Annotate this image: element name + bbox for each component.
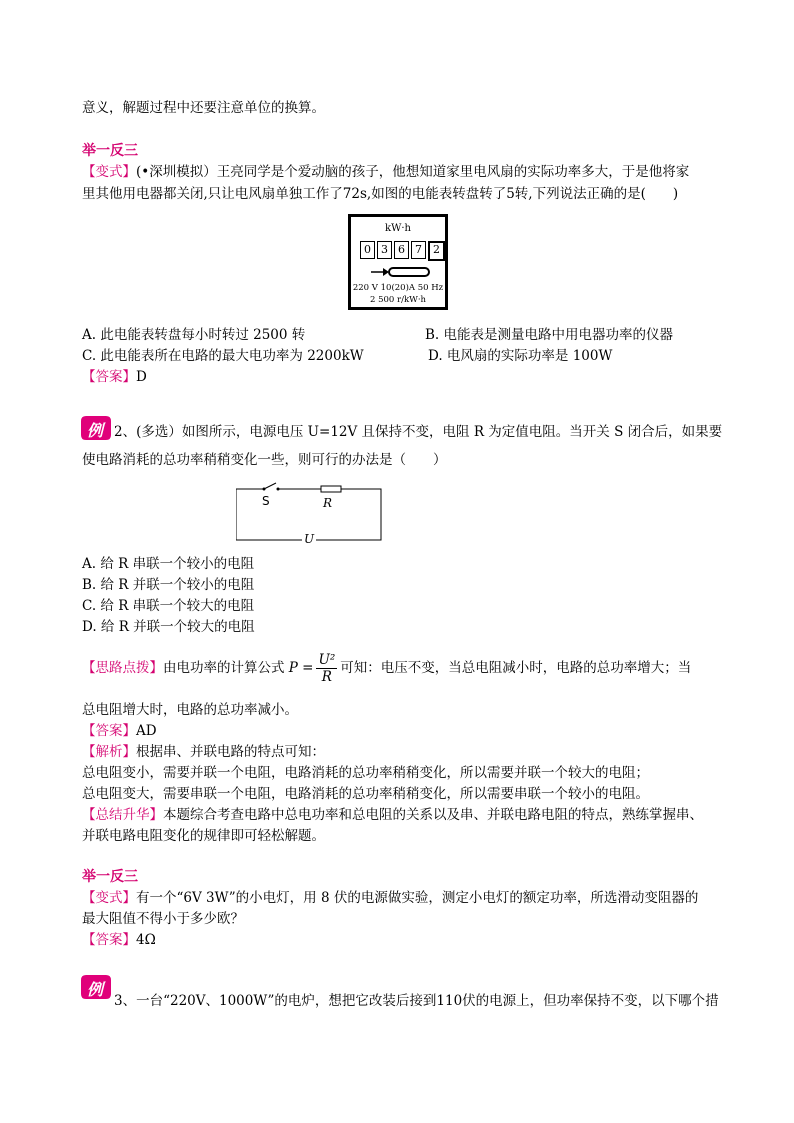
- answer-tag: 【答案】: [82, 932, 136, 948]
- badge-label: 例: [87, 980, 104, 999]
- continuation-text: 意义，解题过程中还要注意单位的换算。: [82, 100, 325, 116]
- summary-tag: 【总结升华】: [82, 807, 163, 823]
- analysis-line: 总电阻变大，需要串联一个电阻，电路消耗的总功率稍稍变化，所以需要串联一个较小的电阻。: [82, 786, 649, 802]
- answer-value: D: [136, 369, 147, 385]
- question-line: 使电路消耗的总功率稍稍变化一些，则可行的办法是（ ）: [82, 452, 447, 468]
- variant-tag: 【变式】: [82, 890, 136, 906]
- option-b: B. 电能表是测量电路中用电器功率的仪器: [425, 327, 674, 343]
- answer-line: [82, 368, 147, 386]
- section-heading: 举一反三: [82, 143, 138, 159]
- meter-digit: 3: [377, 241, 392, 259]
- formula-numerator: U²: [318, 652, 336, 668]
- option-c: C. 给 R 串联一个较大的电阻: [82, 598, 255, 614]
- meter-unit: kW·h: [385, 223, 411, 234]
- meter-digit: 2: [428, 241, 445, 261]
- answer-value: 4Ω: [136, 932, 156, 948]
- answer-tag: 【答案】: [82, 369, 136, 385]
- analysis-text: 根据串、并联电路的特点可知：: [136, 744, 325, 760]
- option-a: A. 给 R 串联一个较小的电阻: [82, 556, 255, 572]
- answer-line: [82, 931, 156, 949]
- circuit-diagram: [236, 479, 382, 546]
- option-c: C. 此电能表所在电路的最大电功率为 2200kW: [82, 348, 364, 364]
- hint-line: 总电阻增大时，电路的总功率减小。: [82, 702, 298, 718]
- summary-line: [82, 806, 703, 824]
- rotating-disc-icon: [351, 265, 445, 279]
- meter-digits: [360, 241, 445, 261]
- switch-label: S: [262, 494, 270, 508]
- question-text: (•深圳模拟）王亮同学是个爱动脑的孩子，他想知道家里电风扇的实际功率多大，于是他将家: [136, 164, 690, 180]
- meter-spec: 220 V 10(20)A 50 Hz: [352, 283, 444, 293]
- hint-text: 可知：电压不变，当总电阻减小时，电路的总功率增大；当: [340, 660, 692, 676]
- question-text: 有一个“6V 3W”的小电灯，用 8 伏的电源做实验，测定小电灯的额定功率，所选滑动变阻器的: [136, 890, 699, 906]
- badge-label: 例: [87, 421, 104, 440]
- question-line: 里其他用电器都关闭,只让电风扇单独工作了72s,如图的电能表转盘转了5转,下列说法正确的是( ): [82, 186, 679, 202]
- answer-tag: 【答案】: [82, 723, 136, 739]
- example-badge: [80, 415, 112, 441]
- voltage-label: U: [304, 532, 315, 546]
- option-a: A. 此电能表转盘每小时转过 2500 转: [82, 327, 306, 343]
- question-line: 2、(多选）如图所示，电源电压 U=12V 且保持不变，电阻 R 为定值电阻。当开关 S 闭合后，如果要: [114, 424, 723, 440]
- variant-tag: 【变式】: [82, 164, 136, 180]
- electric-meter-figure: [348, 214, 448, 310]
- summary-line: 并联电路电阻变化的规律即可轻松解题。: [82, 828, 325, 844]
- analysis-line: 总电阻变小，需要并联一个电阻，电路消耗的总功率稍稍变化，所以需要并联一个较大的电阻；: [82, 765, 649, 781]
- hint-line: [82, 650, 691, 686]
- power-formula: [316, 652, 337, 685]
- analysis-line: [82, 743, 325, 761]
- question-line: 3、一台“220V、1000W”的电炉，想把它改装后接到110伏的电源上，但功率保持不变，以下哪个措: [114, 993, 719, 1009]
- answer-value: AD: [136, 723, 157, 739]
- question-line: [82, 163, 689, 181]
- analysis-tag: 【解析】: [82, 744, 136, 760]
- section-heading: 举一反三: [82, 869, 138, 885]
- option-b: B. 给 R 并联一个较小的电阻: [82, 577, 255, 593]
- question-line: 最大阻值不得小于多少欧？: [82, 911, 244, 927]
- resistor-label: R: [323, 496, 333, 510]
- meter-digit: 6: [394, 241, 409, 259]
- meter-digit: 0: [360, 241, 375, 259]
- hint-text: 由电功率的计算公式: [163, 660, 285, 676]
- question-line: [82, 889, 698, 907]
- formula-lhs: P =: [288, 660, 314, 676]
- example-badge: [80, 974, 112, 1000]
- option-d: D. 电风扇的实际功率是 100W: [428, 348, 613, 364]
- meter-digit: 7: [411, 241, 426, 259]
- meter-constant: 2 500 r/kW·h: [369, 295, 427, 305]
- summary-text: 本题综合考查电路中总电功率和总电阻的关系以及串、并联电路电阻的特点，熟练掌握串、: [163, 807, 703, 823]
- option-d: D. 给 R 并联一个较大的电阻: [82, 619, 255, 635]
- formula-denominator: R: [321, 669, 332, 685]
- hint-tag: 【思路点拨】: [82, 660, 163, 676]
- answer-line: [82, 722, 157, 740]
